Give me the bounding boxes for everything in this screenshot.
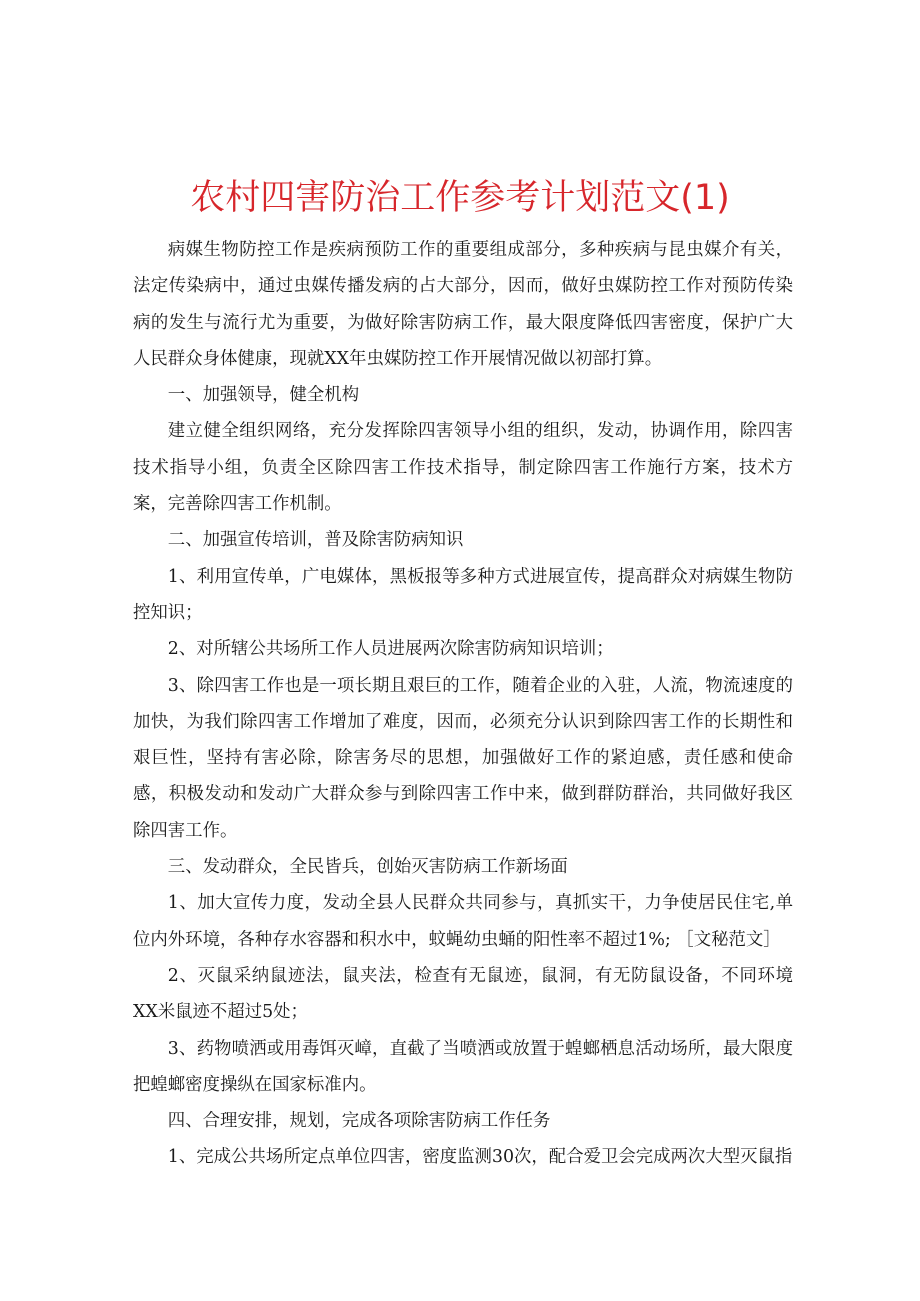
document-title: 农村四害防治工作参考计划范文(1) xyxy=(190,178,730,218)
list-item: 3、药物喷洒或用毒饵灭嶂，直截了当喷洒或放置于蝗螂栖息活动场所，最大限度把蝗螂密度操纵在国家标准内。 xyxy=(133,1038,793,1095)
list-item: 1、完成公共场所定点单位四害，密度监测30次，配合爱卫会完成两次大型灭鼠指 xyxy=(167,1147,793,1168)
section-heading-4: 四、合理安排，规划，完成各项除害防病工作任务 xyxy=(167,1111,551,1132)
list-item: 2、对所辖公共场所工作人员进展两次除害防病知识培训； xyxy=(167,639,614,660)
paragraph-section-1: 建立健全组织网络，充分发挥除四害领导小组的组织，发动，协调作用，除四害技术指导小组，负责全区除四害工作技术指导，制定除四害工作施行方案，技术方案，完善除四害工作机制。 xyxy=(133,421,793,515)
list-item: 1、利用宣传单，广电媒体，黑板报等多种方式进展宣传，提高群众对病媒生物防控知识； xyxy=(133,566,793,623)
list-item: 2、灭鼠采纳鼠迹法，鼠夹法，检查有无鼠迹，鼠洞，有无防鼠设备，不同环境XX米鼠迹不超过5处； xyxy=(133,965,793,1023)
section-heading-3: 三、发动群众，全民皆兵，创始灭害防病工作新场面 xyxy=(167,857,568,878)
section-heading-1: 一、加强领导，健全机构 xyxy=(167,385,360,406)
paragraph-intro: 病媒生物防控工作是疾病预防工作的重要组成部分，多种疾病与昆虫媒介有关，法定传染病中，通过虫媒传播发病的占大部分，因而，做好虫媒防控工作对预防传染病的发生与流行尤为重要，为做好除害防病工作，最大限度降低四害密度，保护广大人民群众身体健康，现就XX年虫媒防控工作开展情况做以初部打算。 xyxy=(133,240,793,369)
list-item: 3、除四害工作也是一项长期且艰巨的工作，随着企业的入驻，人流，物流速度的加快，为我们除四害工作增加了难度，因而，必须充分认识到除四害工作的长期性和艰巨性，坚持有害必除，除害务尽的思想，加强做好工作的紧迫感，责任感和使命感，积极发动和发动广大群众参与到除四害工作中来，做到群防群治，共同做好我区除四害工作。 xyxy=(133,675,793,841)
section-heading-2: 二、加强宣传培训，普及除害防病知识 xyxy=(167,530,464,551)
list-item: 1、加大宣传力度，发动全县人民群众共同参与，真抓实干，力争使居民住宅,单位内外环境，各种存水容器和积水中，蚊蝇幼虫蛹的阳性率不超过1%; ［文秘范文］ xyxy=(133,893,793,950)
document-body xyxy=(133,232,793,1176)
